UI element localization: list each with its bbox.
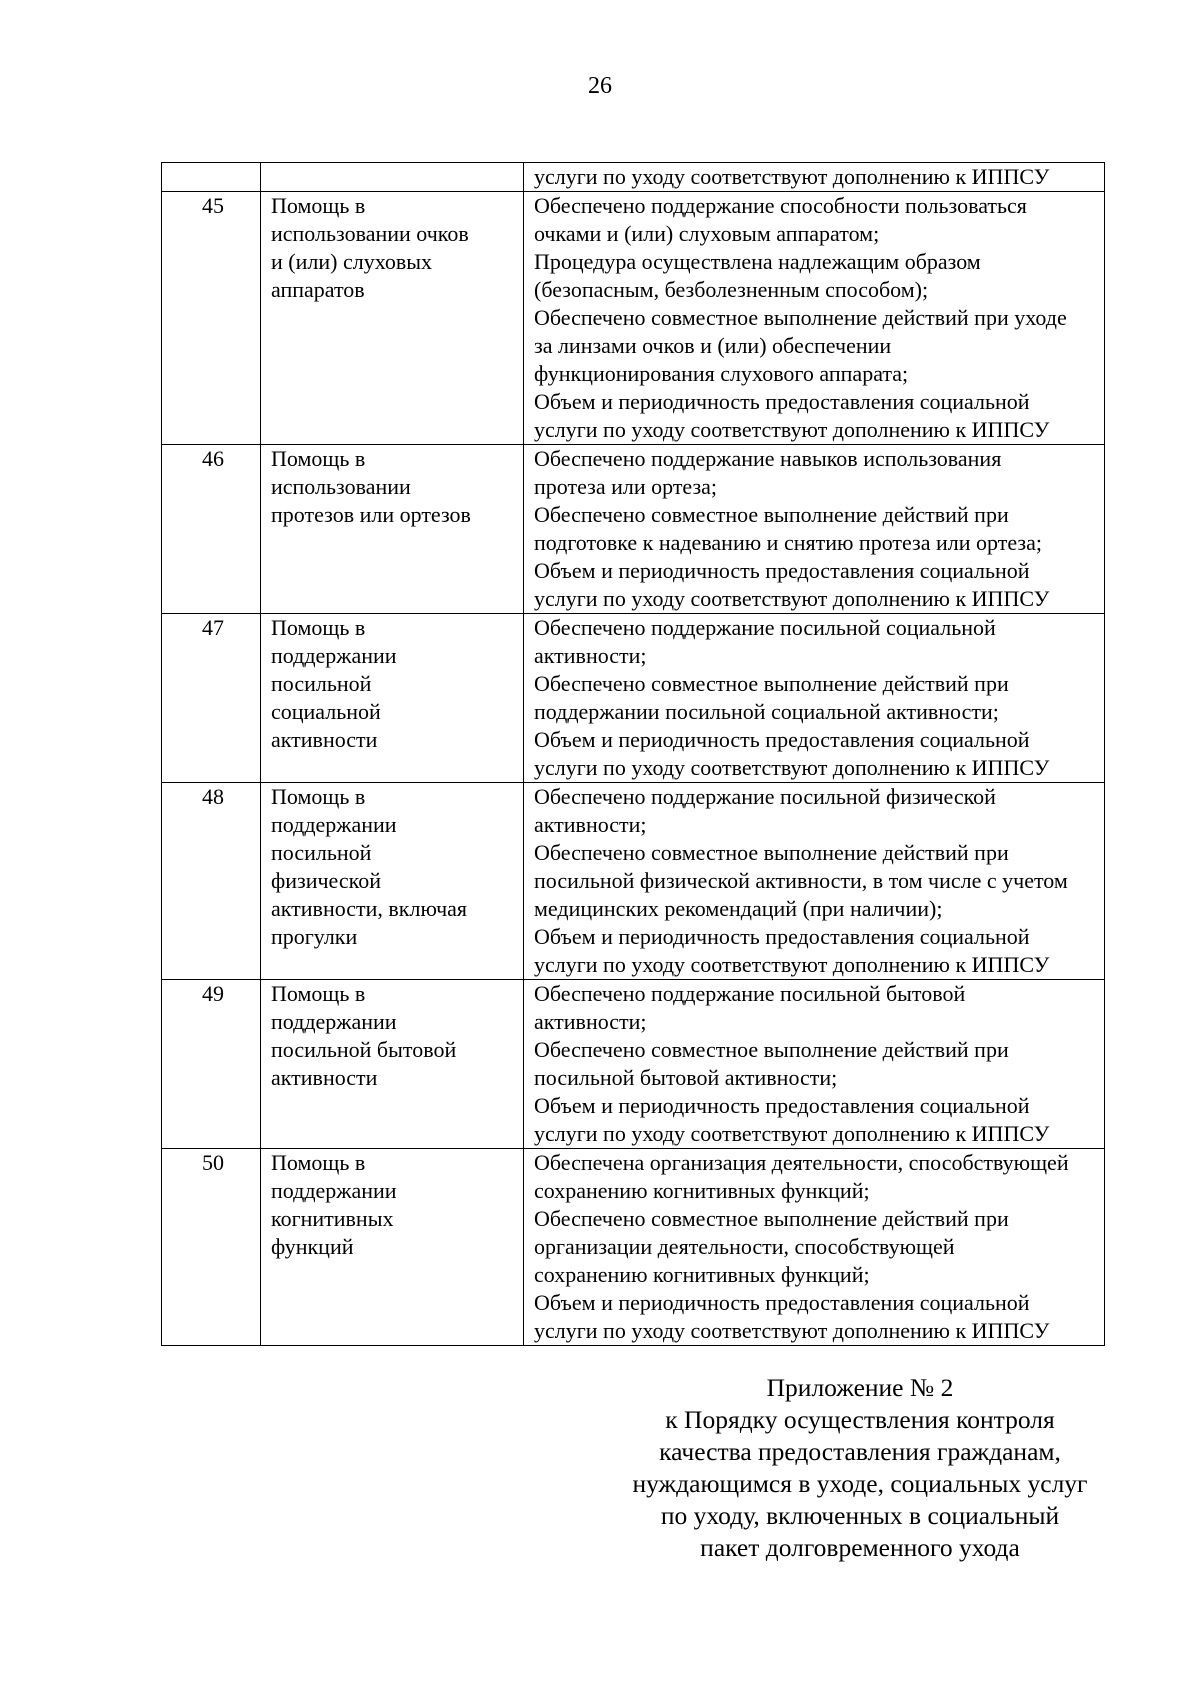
- row-number: 45: [162, 192, 261, 445]
- criteria-line: посильной физической активности, в том числе с учетом: [534, 868, 1068, 893]
- criteria-cell: [524, 783, 1105, 980]
- service-name-line: использовании: [271, 474, 411, 499]
- criteria-line: Обеспечено поддержание посильной бытовой: [534, 981, 966, 1006]
- service-name-cell: [261, 1149, 524, 1346]
- criteria-line: функционирования слухового аппарата;: [534, 361, 909, 386]
- criteria-line: Обеспечена организация деятельности, способствующей: [534, 1150, 1069, 1175]
- service-name-line: посильной: [271, 840, 372, 865]
- service-name-cell: [261, 783, 524, 980]
- criteria-line: Обеспечено поддержание навыков использования: [534, 446, 1002, 471]
- criteria-line: Обеспечено совместное выполнение действий при уходе: [534, 305, 1067, 330]
- criteria-line: Обеспечено совместное выполнение действий при: [534, 1037, 1009, 1062]
- service-name-line: физической: [271, 868, 381, 893]
- table-row: [162, 192, 1105, 445]
- service-name-line: поддержании: [271, 1009, 397, 1034]
- criteria-line: Объем и периодичность предоставления социальной: [534, 389, 1030, 414]
- row-number: [162, 163, 261, 192]
- table-row: [162, 163, 1105, 192]
- criteria-line: услуги по уходу соответствуют дополнению к ИППСУ: [534, 755, 1050, 780]
- service-name-cell: [261, 192, 524, 445]
- appendix-line: качества предоставления гражданам,: [659, 1437, 1061, 1466]
- criteria-line: услуги по уходу соответствуют дополнению к ИППСУ: [534, 1318, 1050, 1343]
- criteria-line: протеза или ортеза;: [534, 474, 718, 499]
- criteria-line: посильной бытовой активности;: [534, 1065, 838, 1090]
- criteria-line: активности;: [534, 812, 647, 837]
- service-name-cell: [261, 614, 524, 783]
- service-name-line: посильной: [271, 671, 372, 696]
- service-name-line: когнитивных: [271, 1206, 394, 1231]
- criteria-line: активности;: [534, 1009, 647, 1034]
- criteria-line: за линзами очков и (или) обеспечении: [534, 333, 892, 358]
- criteria-line: очками и (или) слуховым аппаратом;: [534, 221, 880, 246]
- criteria-line: Объем и периодичность предоставления социальной: [534, 1093, 1030, 1118]
- criteria-cell: [524, 614, 1105, 783]
- criteria-line: медицинских рекомендаций (при наличии);: [534, 896, 943, 921]
- criteria-line: Обеспечено поддержание посильной социальной: [534, 615, 996, 640]
- service-name-line: социальной: [271, 699, 381, 724]
- row-number: 50: [162, 1149, 261, 1346]
- criteria-cell: [524, 445, 1105, 614]
- appendix-line: пакет долговременного ухода: [700, 1533, 1020, 1562]
- table-body: [162, 163, 1105, 1346]
- criteria-line: услуги по уходу соответствуют дополнению к ИППСУ: [534, 586, 1050, 611]
- service-name-line: поддержании: [271, 812, 397, 837]
- service-name-line: функций: [271, 1234, 354, 1259]
- service-name-line: активности, включая: [271, 896, 468, 921]
- criteria-line: Обеспечено совместное выполнение действий при: [534, 502, 1009, 527]
- service-name-line: использовании очков: [271, 221, 469, 246]
- criteria-line: Процедура осуществлена надлежащим образом: [534, 249, 981, 274]
- page-number: 26: [588, 73, 612, 99]
- table-row: [162, 980, 1105, 1149]
- criteria-line: Объем и периодичность предоставления социальной: [534, 558, 1030, 583]
- service-name-line: прогулки: [271, 924, 358, 949]
- service-name-line: Помощь в: [271, 1150, 366, 1175]
- criteria-cell: [524, 1149, 1105, 1346]
- criteria-line: услуги по уходу соответствуют дополнению к ИППСУ: [534, 952, 1050, 977]
- service-name-line: Помощь в: [271, 784, 366, 809]
- appendix-line: по уходу, включенных в социальный: [660, 1501, 1060, 1530]
- appendix-block: [600, 1372, 1120, 1564]
- criteria-line: Обеспечено поддержание посильной физической: [534, 784, 996, 809]
- criteria-line: Обеспечено совместное выполнение действий при: [534, 840, 1009, 865]
- criteria-line: организации деятельности, способствующей: [534, 1234, 955, 1259]
- appendix-line: к Порядку осуществления контроля: [665, 1405, 1055, 1434]
- service-name-line: активности: [271, 727, 378, 752]
- criteria-line: Объем и периодичность предоставления социальной: [534, 1290, 1030, 1315]
- service-name-line: активности: [271, 1065, 378, 1090]
- criteria-line: Обеспечено поддержание способности пользоваться: [534, 193, 1027, 218]
- row-number: 49: [162, 980, 261, 1149]
- criteria-cell: [524, 192, 1105, 445]
- criteria-line: услуги по уходу соответствуют дополнению к ИППСУ: [534, 1121, 1050, 1146]
- service-name-line: Помощь в: [271, 981, 366, 1006]
- criteria-line: Объем и периодичность предоставления социальной: [534, 924, 1030, 949]
- criteria-line: сохранению когнитивных функций;: [534, 1178, 870, 1203]
- criteria-line: активности;: [534, 643, 647, 668]
- service-name-cell: [261, 163, 524, 192]
- appendix-title: Приложение № 2: [766, 1373, 954, 1402]
- criteria-line: поддержании посильной социальной активности;: [534, 699, 999, 724]
- criteria-cell: [524, 980, 1105, 1149]
- row-number: 47: [162, 614, 261, 783]
- criteria-cell: [524, 163, 1105, 192]
- table-row: [162, 614, 1105, 783]
- criteria-line: Обеспечено совместное выполнение действий при: [534, 1206, 1009, 1231]
- appendix-line: нуждающимся в уходе, социальных услуг: [632, 1469, 1088, 1498]
- row-number: 48: [162, 783, 261, 980]
- service-name-line: Помощь в: [271, 193, 366, 218]
- service-name-line: поддержании: [271, 643, 397, 668]
- criteria-line: услуги по уходу соответствуют дополнению к ИППСУ: [534, 417, 1050, 442]
- criteria-table: [161, 162, 1105, 1346]
- service-name-cell: [261, 980, 524, 1149]
- table-row: [162, 1149, 1105, 1346]
- criteria-line: (безопасным, безболезненным способом);: [534, 277, 929, 302]
- table-row: [162, 783, 1105, 980]
- row-number: 46: [162, 445, 261, 614]
- criteria-line: услуги по уходу соответствуют дополнению к ИППСУ: [534, 164, 1050, 189]
- service-name-line: посильной бытовой: [271, 1037, 457, 1062]
- service-name-line: Помощь в: [271, 615, 366, 640]
- table-row: [162, 445, 1105, 614]
- criteria-line: Объем и периодичность предоставления социальной: [534, 727, 1030, 752]
- service-name-line: Помощь в: [271, 446, 366, 471]
- service-name-line: и (или) слуховых: [271, 249, 433, 274]
- service-name-line: протезов или ортезов: [271, 502, 471, 527]
- criteria-line: подготовке к надеванию и снятию протеза или ортеза;: [534, 530, 1042, 555]
- service-name-line: поддержании: [271, 1178, 397, 1203]
- criteria-line: сохранению когнитивных функций;: [534, 1262, 870, 1287]
- criteria-line: Обеспечено совместное выполнение действий при: [534, 671, 1009, 696]
- service-name-line: аппаратов: [271, 277, 365, 302]
- service-name-cell: [261, 445, 524, 614]
